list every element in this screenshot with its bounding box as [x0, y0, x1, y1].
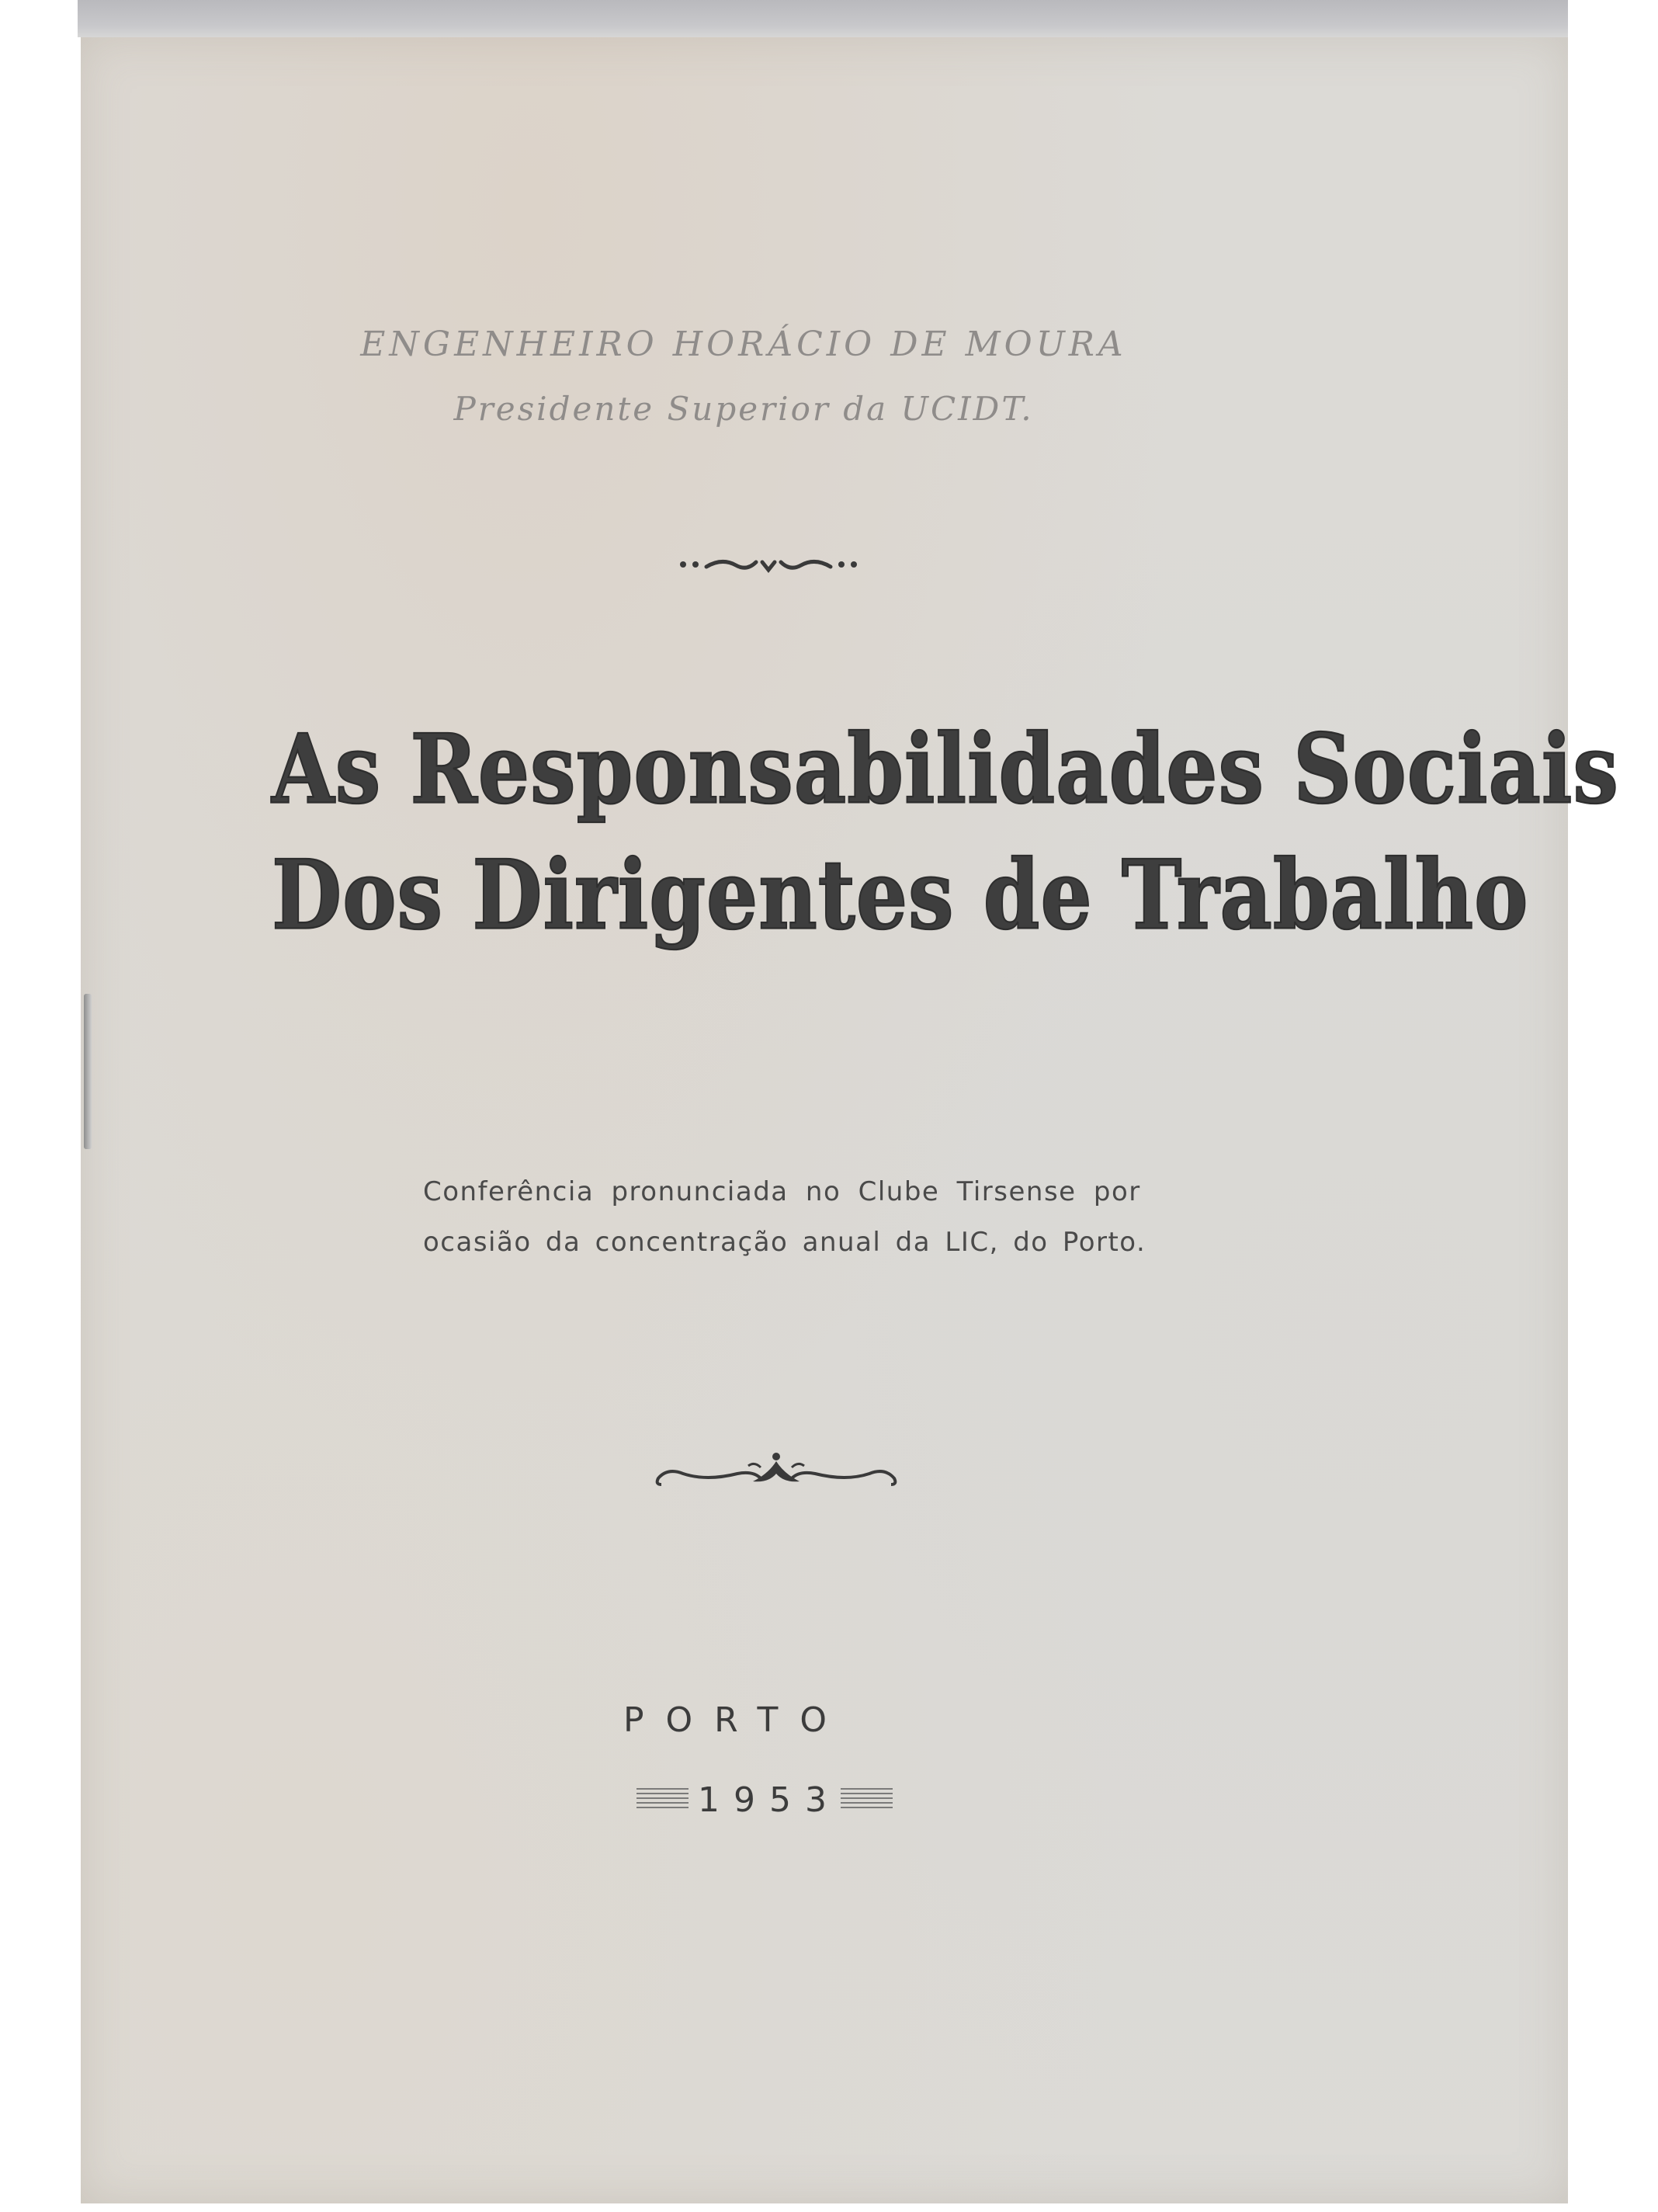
- publication-year-row: [636, 1778, 893, 1821]
- left-rule-ornament: [636, 1788, 689, 1811]
- right-rule-ornament: [841, 1788, 893, 1811]
- subtitle-line-1: Conferência pronunciada no Clube Tirsense por: [423, 1176, 1141, 1207]
- title-line-2: Dos Dirigentes de Trabalho: [272, 839, 1529, 952]
- floral-ornament-divider: [652, 1450, 900, 1497]
- publication-year: 1953: [698, 1780, 841, 1820]
- author-role: Presidente Superior da UCIDT.: [453, 390, 1034, 428]
- staple-mark: [84, 994, 92, 1149]
- title-line-1: As Responsabilidades Sociais: [272, 713, 1619, 826]
- subtitle-line-2: ocasião da concentração anual da LIC, do Porto.: [423, 1227, 1146, 1258]
- scan-top-edge: [78, 0, 1568, 37]
- author-name: ENGENHEIRO HORÁCIO DE MOURA: [360, 325, 1127, 364]
- publication-city: PORTO: [623, 1700, 849, 1740]
- small-ornament-divider: [675, 553, 862, 576]
